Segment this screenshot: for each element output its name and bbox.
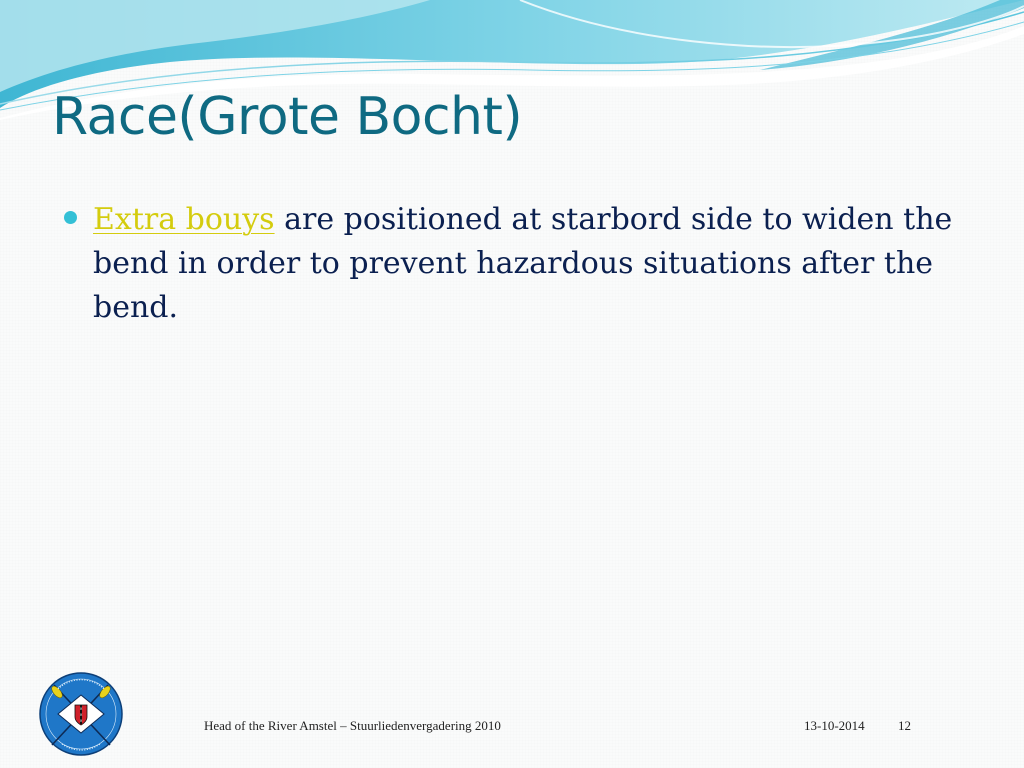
bullet-text: are positioned at starbord side to widen the bend in order to prevent hazardous situations after the bend.: [93, 202, 953, 325]
slide-content: [64, 198, 974, 330]
club-logo-icon: [38, 671, 124, 757]
svg-text:×: ×: [79, 712, 83, 717]
svg-text:×: ×: [79, 706, 83, 711]
slide-number: 12: [898, 718, 911, 733]
footer-text: Head of the River Amstel – Stuurliedenvergadering 2010: [204, 718, 501, 733]
bullet-icon: [64, 211, 77, 224]
extra-bouys-link[interactable]: Extra bouys: [93, 202, 275, 237]
footer-date: 13-10-2014: [804, 718, 865, 733]
bullet-item: [64, 198, 974, 330]
slide-title: Race(Grote Bocht): [52, 87, 523, 147]
svg-text:×: ×: [79, 718, 83, 723]
